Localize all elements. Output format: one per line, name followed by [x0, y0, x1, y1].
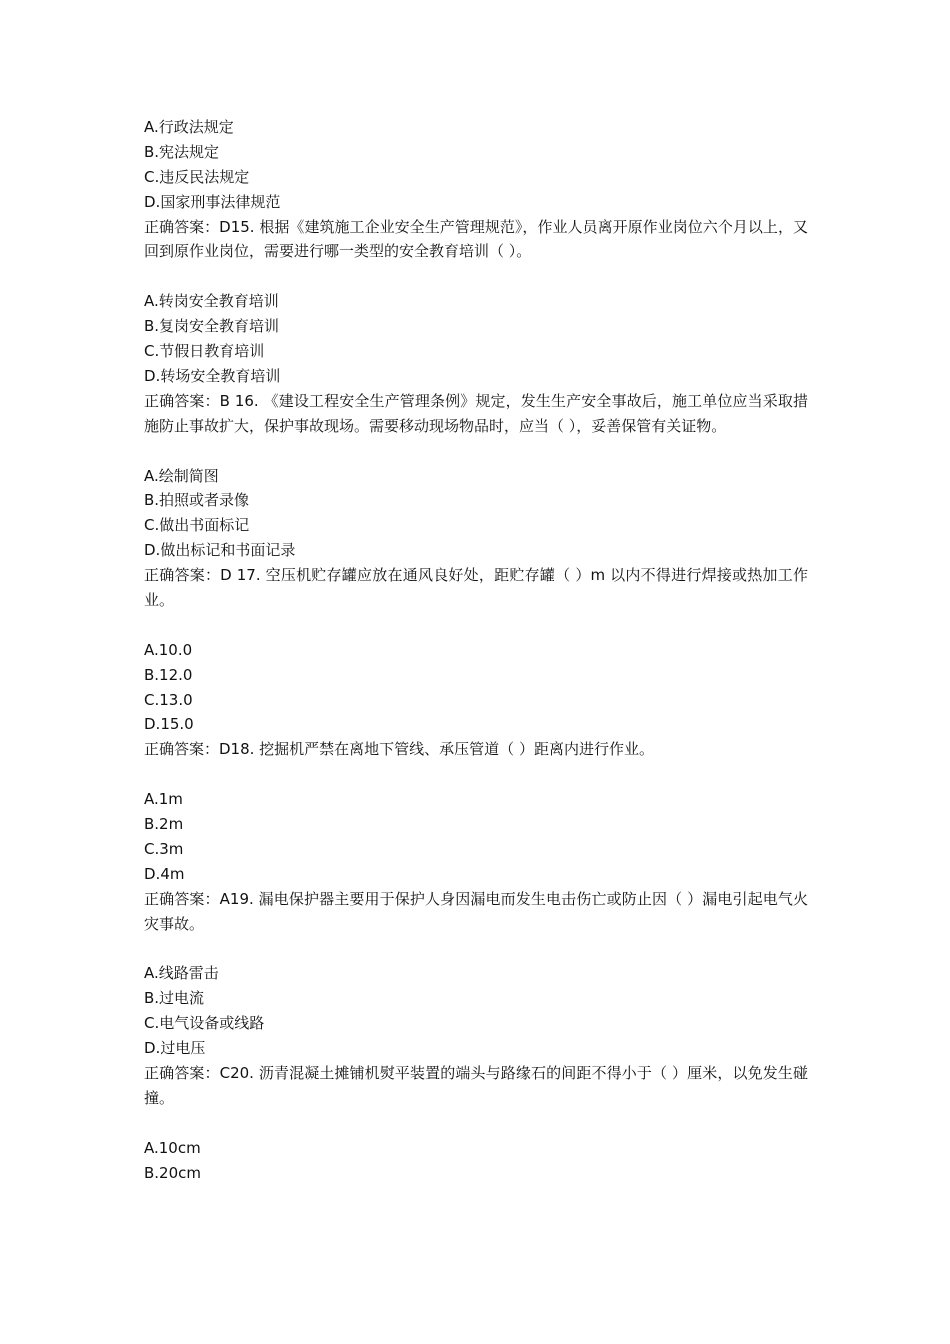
option-b: B.20cm — [144, 1163, 202, 1182]
answer-and-question-20: 正确答案：C20. 沥青混凝土摊铺机熨平装置的端头与路缘石的间距不得小于（ ）厘米，以免发生碰撞。 — [144, 1063, 808, 1107]
option-a: A.行政法规定 — [144, 118, 234, 136]
option-a: A.10cm — [144, 1138, 201, 1157]
answer-and-question-18: 正确答案：D18. 挖掘机严禁在离地下管线、承压管道（ ）距离内进行作业。 — [144, 740, 654, 759]
option-c: C.13.0 — [144, 690, 193, 709]
option-d: D.15.0 — [144, 715, 194, 734]
document-page — [144, 115, 808, 1185]
option-b: B.拍照或者录像 — [144, 491, 250, 510]
answer-and-question-17: 正确答案：D 17. 空压机贮存罐应放在通风良好处，距贮存罐（ ）m 以内不得进行焊接或热加工作业。 — [144, 566, 808, 609]
option-a: A.绘制简图 — [144, 466, 219, 485]
paragraph-gap — [144, 762, 808, 787]
option-d: D.做出标记和书面记录 — [144, 541, 296, 560]
option-b: B.过电流 — [144, 989, 205, 1008]
answer-and-question-19: 正确答案：A19. 漏电保护器主要用于保护人身因漏电而发生电击伤亡或防止因（ ）漏电引起电气火灾事故。 — [144, 889, 808, 933]
option-a: A.转岗安全教育培训 — [144, 292, 279, 311]
option-d: D.4m — [144, 864, 185, 883]
question-block-14 — [144, 115, 808, 264]
option-b: B.12.0 — [144, 665, 193, 684]
option-a: A.10.0 — [144, 640, 193, 659]
paragraph-gap — [144, 937, 808, 962]
option-a: A.线路雷击 — [144, 964, 219, 983]
paragraph-gap — [144, 1111, 808, 1136]
option-b: B.复岗安全教育培训 — [144, 317, 280, 336]
question-block-15 — [144, 289, 808, 438]
option-b: B.2m — [144, 815, 184, 834]
question-block-19 — [144, 961, 808, 1110]
paragraph-gap — [144, 439, 808, 464]
answer-and-question-15: 正确答案：D15. 根据《建筑施工企业安全生产管理规范》，作业人员离开原作业岗位六个月以上，又回到原作业岗位，需要进行哪一类型的安全教育培训（ ）。 — [144, 217, 808, 261]
answer-and-question-16: 正确答案：B 16. 《建设工程安全生产管理条例》规定，发生生产安全事故后，施工单位应当采取措施防止事故扩大，保护事故现场。需要移动现场物品时，应当（ ），妥善保管有关证物。 — [144, 391, 808, 435]
option-c: C.节假日教育培训 — [144, 342, 265, 361]
question-block-17 — [144, 638, 808, 762]
question-block-16 — [144, 464, 808, 613]
option-a: A.1m — [144, 790, 183, 809]
option-c: C.违反民法规定 — [144, 167, 250, 186]
option-c: C.3m — [144, 839, 184, 858]
option-d: D.过电压 — [144, 1039, 206, 1058]
question-block-18 — [144, 787, 808, 936]
option-c: C.做出书面标记 — [144, 516, 250, 535]
option-b: B.宪法规定 — [144, 142, 220, 161]
option-d: D.国家刑事法律规范 — [144, 192, 281, 211]
option-d: D.转场安全教育培训 — [144, 366, 281, 385]
paragraph-gap — [144, 264, 808, 289]
paragraph-gap — [144, 613, 808, 638]
question-block-20 — [144, 1136, 808, 1186]
option-c: C.电气设备或线路 — [144, 1014, 265, 1033]
